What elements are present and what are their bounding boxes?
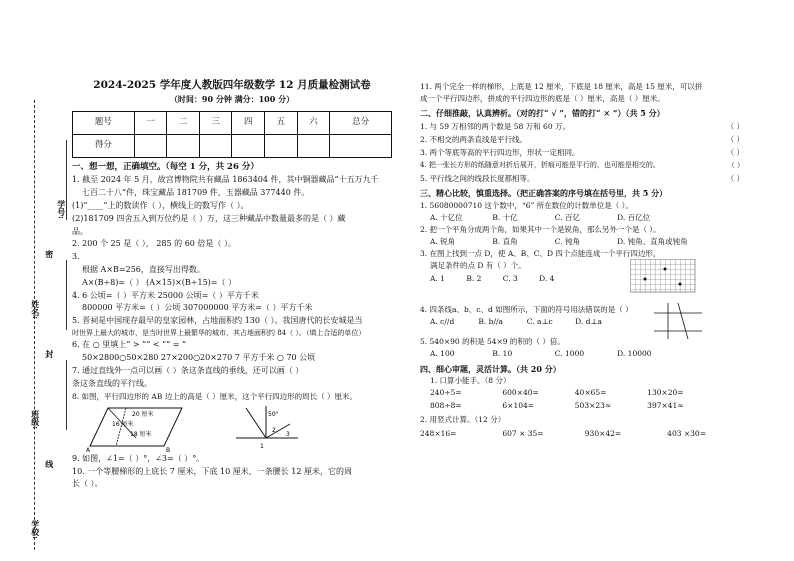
score-header-cell: 一 [134, 111, 167, 134]
judge-text: 3. 两个等底等高的平行四边形，形状一定相同。 [420, 148, 580, 158]
q6-compare: 50×2800○50×280 27×200○20×270 7 平方千米 ○ 70 公顷 [82, 353, 316, 363]
score-row-label: 得分 [73, 134, 135, 157]
q2: 2. 200 个 25 是（ ）， 285 的 60 倍是（ ）。 [72, 239, 236, 249]
option: B. 直角 [492, 237, 518, 247]
label-18cm: 18 厘米 [130, 430, 152, 438]
score-header-cell: 三 [199, 111, 232, 134]
oral-title: 1. 口算小能手。（8 分） [430, 376, 511, 386]
score-value-row [73, 134, 392, 157]
choice-q3-line-b: 满足条件的点 D 有（ ）个。 [430, 261, 526, 271]
judge-item-3 [420, 148, 750, 158]
option: D. 钝角、直角或钝角 [617, 237, 688, 247]
score-header-cell: 六 [297, 111, 330, 134]
option: C. 百亿 [554, 212, 581, 222]
q1-line-a: 1. 截至 2024 年 5 月，故宫博物院共有藏品 1863404 件，其中铜器藏品“十五万九千 [72, 175, 379, 185]
q1-line-b: 七百二十八”件，珠宝藏品 181709 件，玉器藏品 377440 件。 [82, 188, 310, 198]
q8: 8. 如图，平行四边形的 AB 边上的高是（ ）厘米，这个平行四边形的周长（ ）厘米。 [72, 391, 358, 401]
score-header-cell: 五 [265, 111, 298, 134]
label-school: 学校: [30, 520, 41, 539]
q7-line-a: 7. 通过直线外一点可以画（ ）条这条直线的垂线，还可以画（ ） [72, 366, 304, 376]
choice-q5-options [420, 349, 750, 359]
option: B. 十亿 [492, 212, 518, 222]
option: A. 锐角 [430, 237, 456, 247]
option: B. b//a [478, 317, 503, 327]
oral-item: 40×65= [574, 388, 607, 398]
label-number: 学号: [56, 200, 67, 219]
choice-q1: 1. 56080000710 这个数中，“6” 所在数位的计数单位是（ ）。 [420, 200, 633, 210]
choice-q2: 2. 把一个平角分成两个角，如果其中一个是锐角，那么另外一个是（ ）。 [420, 225, 661, 235]
vertical-item: 930×42= [584, 428, 622, 438]
q1-sub-1: (1)“____”上的数读作（ ），横线上的数写作（ ）。 [72, 201, 249, 211]
judge-paren: （ ） [727, 161, 744, 170]
q5-line-a: 5. 晋祠是中国现存最早的皇家园林，占地面积约 130（ ）。我国唐代的长安城是当 [72, 316, 363, 326]
option: A. 1 [430, 273, 445, 283]
choice-q1-options [420, 213, 750, 223]
angle-1: 1 [260, 442, 264, 450]
q4-line-b: 800000 平方米=（ ）公顷 307000000 平方米=（ ）平方千米 [82, 303, 313, 313]
judge-text: 2. 不相交的两条直线是平行线。 [420, 135, 528, 145]
score-cell [167, 134, 200, 157]
vertical-row [420, 429, 750, 439]
option: A. c//d [430, 317, 455, 327]
judge-item-5 [420, 174, 750, 184]
label-16cm: 16 厘米 [112, 420, 134, 428]
judge-paren: （ ） [726, 148, 744, 158]
judge-paren: （ ） [726, 122, 744, 132]
judge-item-2 [420, 135, 750, 145]
oral-row-1 [420, 388, 750, 398]
choice-q4: 4. 四条线a、b、c、d 如图所示，下面的符号用法错误的是（ ） [420, 305, 633, 315]
option: A. 100 [430, 349, 455, 359]
angle-50: 50° [268, 410, 279, 418]
choice-q5: 5. 540×90 的积是 54×9 的积的（ ）倍。 [420, 337, 565, 347]
q5-line-b: 时世界上最大的城市，是当时世界上最繁华的城市，其占地面积约 84（ ）。（填上合适的单位） [72, 329, 366, 337]
q11-line-a: 11. 两个完全一样的梯形，上底是 12 厘米，下底是 18 厘米，高是 15 厘米，可以拼 [420, 82, 703, 91]
choice-q3-line-a: 3. 在图上找到一点 D，使 A、B、C、D 四个点能连成一个平行四边形， [420, 249, 661, 259]
left-page [72, 78, 392, 490]
score-header-row [73, 111, 392, 134]
score-cell [330, 134, 392, 157]
q4-line-a: 4. 6 公顷=（ ）平方米 25000 公顷=（ ）平方千米 [72, 290, 259, 300]
angle-figure [232, 402, 302, 452]
oral-item: 130×20= [647, 388, 684, 398]
choice-q3-block [420, 249, 750, 303]
label-name: 姓名: [30, 300, 41, 319]
lines-figure [654, 301, 704, 341]
vertical-title: 2. 用竖式计算。（12 分） [420, 414, 506, 424]
q1-sub-2: (2)181709 四舍五入到万位约是（ ）万，这三种藏品中数量最多的是（ ）藏 [72, 213, 346, 223]
section-1-title: 一、想一想，正确填空。（每空 1 分，共 26 分） [72, 161, 259, 172]
oral-item: 397×41≈ [647, 400, 684, 410]
grid-figure [630, 259, 696, 293]
score-cell [265, 134, 298, 157]
binding-margin [0, 0, 70, 561]
q10-line-b: 长（ ）。 [72, 479, 103, 489]
score-header-cell: 四 [232, 111, 265, 134]
score-cell [232, 134, 265, 157]
seal-line [34, 100, 35, 550]
option: C. 3 [502, 273, 518, 283]
oral-item: 600×40= [502, 388, 539, 398]
oral-item: 503×23≈ [574, 400, 612, 410]
class-underline [66, 360, 67, 430]
choice-q2-options [420, 237, 750, 247]
figure-row [72, 402, 392, 452]
choice-q3-options [420, 274, 750, 284]
score-cell [134, 134, 167, 157]
oral-item: 808÷8= [430, 400, 462, 410]
label-class: 班级: [30, 410, 41, 429]
option: B. 2 [466, 273, 482, 283]
score-table [72, 111, 392, 158]
option: D. 百亿位 [617, 212, 651, 222]
option: C. a⊥c [526, 317, 553, 327]
option: C. 1000 [554, 349, 585, 359]
score-cell [199, 134, 232, 157]
vertical-item: 403 ×30= [667, 428, 706, 438]
option: C. 钝角 [554, 237, 581, 247]
right-page [420, 80, 750, 439]
exam-title: 2024-2025 学年度人教版四年级数学 12 月质量检测试卷 [93, 79, 371, 91]
angle-3: 3 [286, 430, 290, 438]
parallelogram-figure [86, 402, 196, 452]
q10-line-a: 10. 一个等腰梯形的上底长 7 厘米，下底 10 厘米，一条腰长 12 厘米，它的周 [72, 466, 352, 476]
choice-q4-block [420, 305, 750, 335]
judge-text: 5. 平行线之间的线段长度都相等。 [420, 173, 535, 183]
score-header-cell: 题号 [73, 111, 135, 134]
vertex-b: B [166, 446, 171, 452]
q1-sub-2-end: 品。 [72, 226, 88, 236]
q3-expressions: A×(B÷8)=（ ） (A×15)×(B÷15)=（ ） [82, 277, 237, 287]
judge-paren: （ ） [726, 173, 744, 183]
oral-row-2 [420, 401, 750, 411]
q3-number: 3. [72, 252, 80, 262]
oral-item: 240÷5= [430, 388, 462, 398]
section-4-title: 四、细心审题，灵活计算。（共 20 分） [420, 363, 561, 374]
q3-text: 根据 A×B=256，直接写出得数。 [82, 265, 205, 275]
score-cell [297, 134, 330, 157]
seal-char-3: 线 [44, 460, 55, 468]
score-header-cell: 总分 [330, 111, 392, 134]
option: D. 4 [539, 273, 555, 283]
judge-item-1 [420, 122, 750, 132]
vertex-a: A [86, 446, 91, 452]
oral-item: 6×104= [502, 400, 535, 410]
vertical-item: 248×16= [420, 428, 457, 438]
judge-paren: （ ） [726, 135, 744, 145]
judge-text: 1. 与 59 万相邻的两个数是 58 万和 60 万。 [420, 122, 570, 132]
option: B. 10 [492, 349, 513, 359]
q11-line-b: 成一个平行四边形，拼成的平行四边形的底是（ ）厘米，高是（ ）厘米。 [420, 94, 665, 104]
option: A. 十亿位 [430, 212, 463, 222]
vertical-item: 607 × 35= [502, 428, 544, 438]
seal-char-2: 封 [44, 350, 55, 358]
section-3-title: 三、精心比较，慎重选择。（把正确答案的序号填在括号里，共 5 分） [420, 187, 668, 198]
judge-item-4 [420, 161, 750, 170]
q6: 6. 在 ○ 里填上“ > ”“ < ”“ = ” [72, 340, 187, 350]
q7-line-b: 条这条直线的平行线。 [72, 378, 152, 388]
name-underline [66, 260, 67, 330]
seal-char-1: 密 [44, 250, 55, 258]
section-2-title: 二、仔细推敲，认真辨析。（对的打“ √ ”，错的打“ × ”）（共 5 分） [420, 108, 665, 119]
score-header-cell: 二 [167, 111, 200, 134]
option: D. 10000 [617, 349, 652, 359]
judge-text: 4. 把一张长方形的纸随意对折后展开，折痕可能是平行的，也可能是相交的。 [420, 161, 660, 170]
q9: 9. 如图，∠1=（ ）°，∠3=（ ）°。 [72, 453, 205, 463]
angle-2: 2 [272, 426, 276, 434]
exam-subtitle: （时间：90 分钟 满分：100 分） [169, 94, 295, 105]
option: D. d⊥a [575, 317, 603, 327]
label-20cm: 20 厘米 [132, 410, 154, 418]
